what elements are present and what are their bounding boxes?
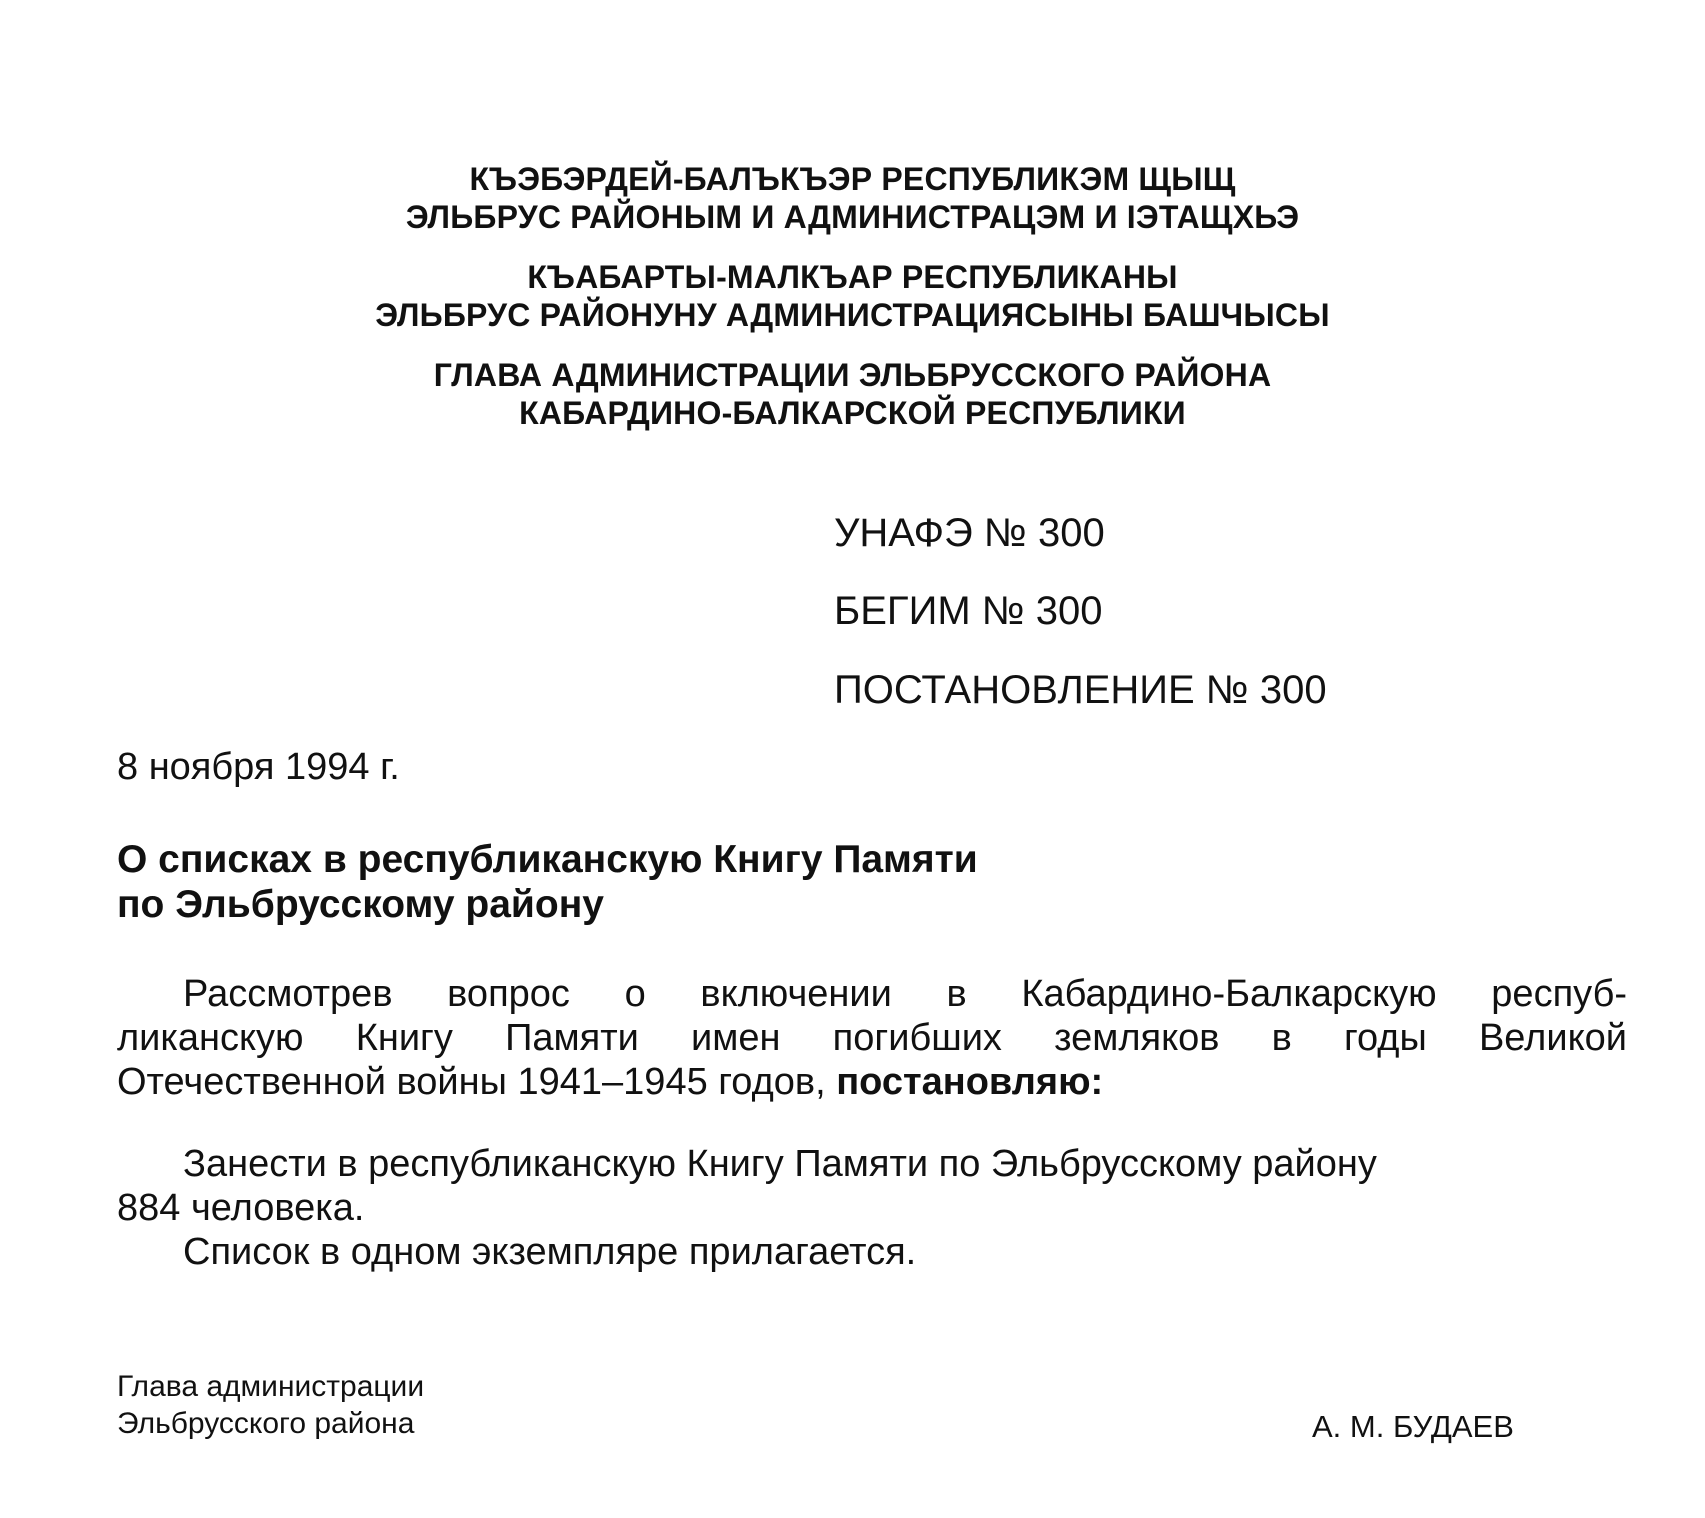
p2-line1: Занести в республиканскую Книгу Памяти по Эльбрусскому району <box>183 1143 1377 1185</box>
header-russian-line1: ГЛАВА АДМИНИСТРАЦИИ ЭЛЬБРУССКОГО РАЙОНА <box>433 357 1272 393</box>
header-kabardian <box>0 160 1705 236</box>
signature-name: А. М. БУДАЕВ <box>1312 1409 1514 1444</box>
header-kabardian-line1: КЪЭБЭРДЕЙ-БАЛЪКЪЭР РЕСПУБЛИКЭМ ЩЫЩ <box>469 161 1236 197</box>
p1-line2: ликанскую Книгу Памяти имен погибших земляков в годы Великой <box>117 1017 1627 1059</box>
paragraph-resolution-basis <box>117 972 1627 1104</box>
paragraph-attachment <box>183 1230 1623 1274</box>
document-date: 8 ноября 1994 г. <box>117 746 400 788</box>
header-balkar <box>0 258 1705 334</box>
header-kabardian-line2: ЭЛЬБРУС РАЙОНЫМ И АДМИНИСТРАЦЭМ И IЭТАЩХЬЭ <box>405 199 1300 235</box>
document-title-line1: О списках в республиканскую Книгу Памяти <box>117 838 978 881</box>
header-russian <box>0 356 1705 432</box>
doc-number-russian: ПОСТАНОВЛЕНИЕ № 300 <box>834 668 1327 712</box>
header-russian-line2: КАБАРДИНО-БАЛКАРСКОЙ РЕСПУБЛИКИ <box>519 395 1186 431</box>
p2-line2: 884 человека. <box>117 1187 365 1229</box>
paragraph-decision <box>117 1142 1627 1230</box>
p1-line1: Рассмотрев вопрос о включении в Кабардино-Балкарскую респуб- <box>183 973 1627 1015</box>
header-balkar-line2: ЭЛЬБРУС РАЙОНУНУ АДМИНИСТРАЦИЯСЫНЫ БАШЧЫСЫ <box>375 297 1330 333</box>
p1-resolve-word: постановляю: <box>836 1061 1104 1103</box>
signature-title <box>117 1368 424 1442</box>
p1-line3-text: Отечественной войны 1941–1945 годов, <box>117 1061 826 1103</box>
doc-number-kabardian: УНАФЭ № 300 <box>834 511 1105 555</box>
p3-text: Список в одном экземпляре прилагается. <box>183 1231 917 1273</box>
document-title-line2: по Эльбрусскому району <box>117 883 604 926</box>
document-title <box>117 837 978 927</box>
signature-title-line1: Глава администрации <box>117 1370 425 1403</box>
header-balkar-line1: КЪАБАРТЫ-МАЛКЪАР РЕСПУБЛИКАНЫ <box>527 259 1178 295</box>
doc-number-balkar: БЕГИМ № 300 <box>834 589 1103 633</box>
signature-title-line2: Эльбрусского района <box>117 1407 415 1440</box>
